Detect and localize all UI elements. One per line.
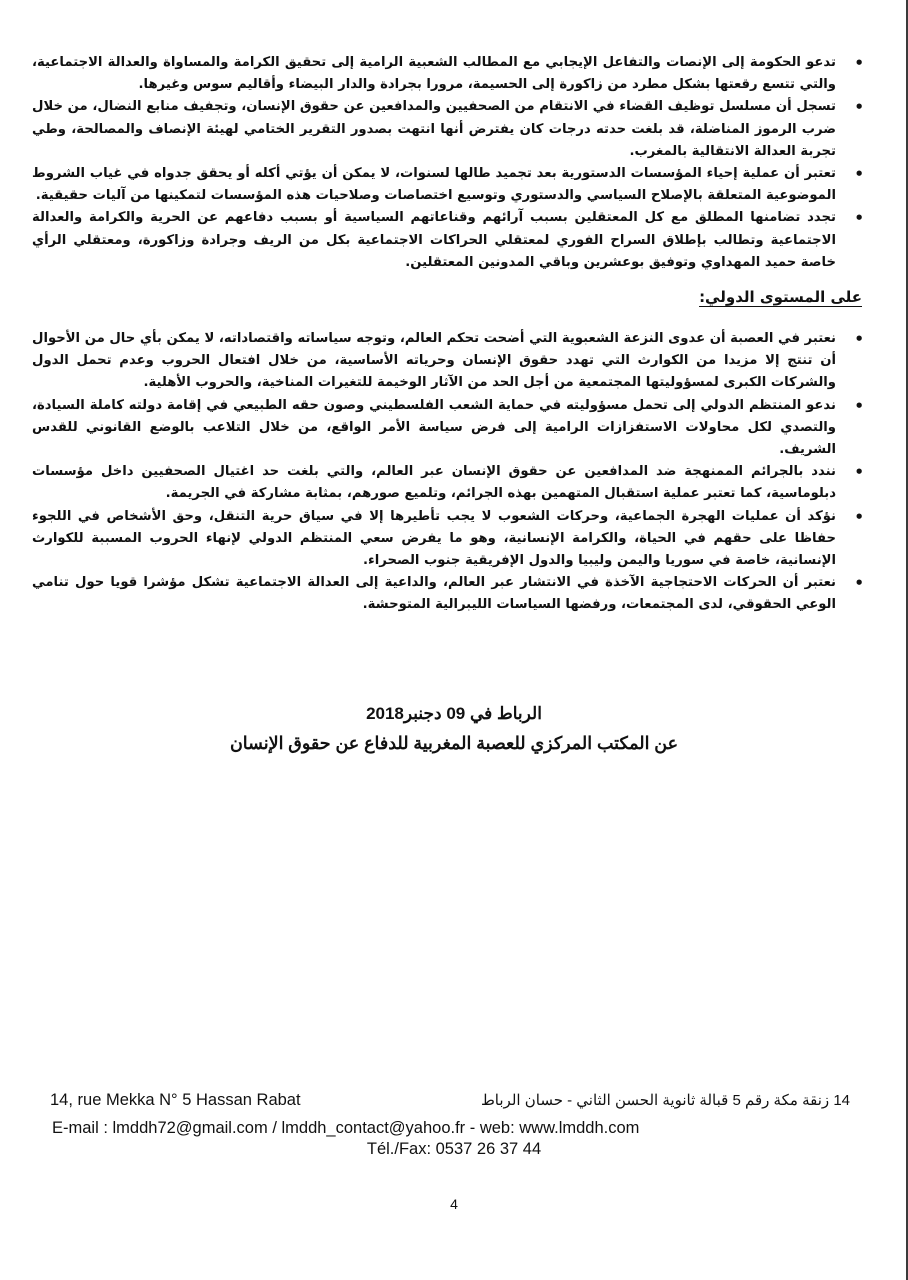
bullet-item: • تعتبر أن عملية إحياء المؤسسات الدستورية بعد تجميد طالها لسنوات، لا يمكن أن يؤتي أكله أو يحقق جدواه في غياب الشروط الموضوعية المتعلقة بالإصلاح السياسي والدستوري وتوسيع اختصاصات وصلاحيات هذه المؤسسات لتمكينها من آليات حقيقية. bbox=[32, 163, 866, 207]
international-bullet-list bbox=[32, 328, 866, 617]
bullet-item: • تسجل أن مسلسل توظيف القضاء في الانتقام من الصحفيين والمدافعين عن حقوق الإنسان، وتجفيف منابع النضال، من خلال ضرب الرموز المناضلة، قد بلغت حدته درجات كان يفترض أنها انتهت بصدور التقرير الختامي لهيئة الإنصاف والمصالحة، وطي تجربة العدالة الانتقالية بالمغرب. bbox=[32, 96, 866, 163]
bullet-item: • تدعو الحكومة إلى الإنصات والتفاعل الإيجابي مع المطالب الشعبية الرامية إلى تحقيق الكرامة والمساواة والعدالة الاجتماعية، والتي تتسع رقعتها بشكل مطرد من زاكورة إلى الحسيمة، مرورا بجرادة والدار البيضاء وأقاليم سوس وغيرها. bbox=[32, 52, 866, 96]
bullet-item: • ندعو المنتظم الدولي إلى تحمل مسؤوليته في حماية الشعب الفلسطيني وصون حقه الطبيعي في إقامة دولته كاملة السيادة، والتصدي لكل محاولات الاستفزازات الرامية إلى فرض سياسة الأمر الواقع، من خلال التلاعب بالوضع القانوني للقدس الشريف. bbox=[32, 395, 866, 462]
address-french: 14, rue Mekka N° 5 Hassan Rabat bbox=[50, 1091, 301, 1109]
bullet-item: • نعتبر أن الحركات الاحتجاجية الآخذة في الانتشار عبر العالم، والداعية إلى العدالة الاجتماعية تشكل مؤشرا قويا حول تنامي الوعي الحقوقي، لدى المجتمعات، ورفضها السياسات الليبرالية المتوحشة. bbox=[32, 572, 866, 616]
page-number: 4 bbox=[450, 1196, 458, 1212]
address-arabic: 14 زنقة مكة رقم 5 قبالة ثانوية الحسن الثاني - حسان الرباط bbox=[480, 1092, 850, 1109]
bullet-item: • نعتبر في العصبة أن عدوى النزعة الشعبوية التي أضحت تحكم العالم، وتوجه سياساته واقتصاداته، لا يمكن بأي حال من الأحوال أن تنتج إلا مزيدا من الكوارث التي تهدد حقوق الإنسان وحرياته الأساسية، من خلال افتعال الحروب وعدم تحمل الدول والشركات الكبرى لمسؤوليتها المجتمعية من أجل الحد من الآثار الوخيمة للتغيرات المناخية، والحروب الأهلية. bbox=[32, 328, 866, 395]
footer-address bbox=[50, 1091, 850, 1110]
bullet-item: • نؤكد أن عمليات الهجرة الجماعية، وحركات الشعوب لا يجب تأطيرها إلا في سياق حرية التنقل، وحق الأشخاص في اللجوء حفاظا على حقهم في الحياة، والكرامة الإنسانية، وهو ما يفرض سعي المنتظم الدولي لإنهاء الحروب المسببة للكوارث الإنسانية، خاصة في سوريا واليمن وليبيا والدول الإفريقية جنوب الصحراء. bbox=[32, 506, 866, 573]
national-bullet-list bbox=[32, 52, 866, 274]
document-body bbox=[32, 52, 866, 617]
section-heading-international: على المستوى الدولي: bbox=[699, 288, 862, 307]
footer-telephone: Tél./Fax: 0537 26 37 44 bbox=[366, 1140, 542, 1158]
bullet-item: • نندد بالجرائم الممنهجة ضد المدافعين عن حقوق الإنسان عبر العالم، والتي بلغت حد اغتيال الصحفيين داخل مؤسسات دبلوماسية، كما تعتبر عملية استقبال المتهمين بهذه الجرائم، وتلميع صورهم، بمثابة مشاركة في الجريمة. bbox=[32, 461, 866, 505]
signature-date: الرباط في 09 دجنبر2018 bbox=[366, 704, 542, 723]
bullet-item: • تجدد تضامنها المطلق مع كل المعتقلين بسبب آرائهم وقناعاتهم السياسية أو بسبب دفاعهم عن الحرية والكرامة والعدالة الاجتماعية وتطالب بإطلاق السراح الفوري لمعتقلي الحراكات الاجتماعية بكل من الريف وجرادة وزاكورة، ومعتقلي الرأي خاصة حميد المهداوي وتوفيق بوعشرين وباقي المدونين المعتقلين. bbox=[32, 207, 866, 274]
signature-organization: عن المكتب المركزي للعصبة المغربية للدفاع عن حقوق الإنسان bbox=[229, 733, 679, 753]
footer-contact: E-mail : lmddh72@gmail.com / lmddh_contact@yahoo.fr - web: www.lmddh.com bbox=[52, 1119, 640, 1137]
